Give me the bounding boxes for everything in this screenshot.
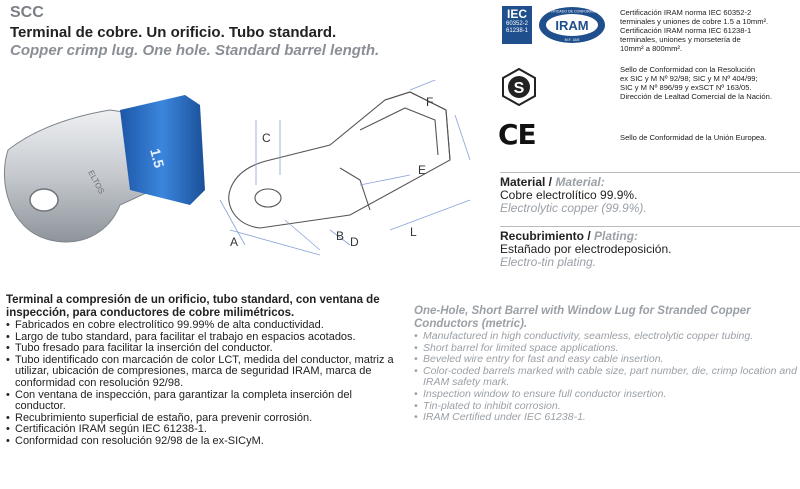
material-heading	[500, 175, 800, 189]
iec-badge	[502, 6, 532, 44]
list-item: • Tubo fresado para facilitar la inserción del conductor.	[6, 343, 398, 355]
description-es	[6, 294, 398, 448]
ce-text: Sello de Conformidad de la Unión Europea.	[620, 133, 767, 142]
list-item: • IRAM Certified under IEC 61238-1.	[414, 412, 800, 424]
conformity-line: ex SIC y M Nº 92/98; SIC y M Nº 404/99;	[620, 74, 758, 83]
dim-label-c: C	[262, 131, 271, 145]
list-item: • Con ventana de inspección, para garantizar la completa inserción del conductor.	[6, 390, 398, 413]
list-item: • Inspection window to ensure full conductor insertion.	[414, 389, 800, 401]
material-value-en: Electrolytic copper (99.9%).	[500, 201, 647, 215]
iram-arc-text: CERTIFICADO DE CONFORMIDAD	[542, 9, 602, 14]
list-item: • Beveled wire entry for fast and easy cable insertion.	[414, 354, 800, 366]
stamp-text: ELTOS	[86, 168, 107, 196]
product-title-es: Terminal de cobre. Un orificio. Tubo standard.	[10, 24, 337, 41]
s-mark-letter: S	[513, 80, 525, 97]
description-en	[414, 305, 800, 424]
dim-label-b: B	[336, 229, 345, 243]
list-item: • Largo de tubo standard, para facilitar el trabajo en espacios acotados.	[6, 332, 398, 344]
dim-label-a: A	[230, 235, 239, 249]
conformity-line: Sello de Conformidad con la Resolución	[620, 65, 756, 74]
list-item: • Tin-plated to inhibit corrosion.	[414, 401, 800, 413]
divider	[500, 172, 800, 173]
list-item: • Manufactured in high conductivity, seamless, electrolytic copper tubing.	[414, 331, 800, 343]
iram-seal	[538, 6, 606, 44]
conformity-line: SIC y M Nº 896/99 y exSCT Nº 163/05.	[620, 83, 752, 92]
dim-label-e: E	[418, 163, 427, 177]
iec-line-1: 60352-2	[505, 21, 529, 27]
description-es-list	[6, 320, 398, 448]
product-code: SCC	[10, 4, 44, 21]
conformity-line: Dirección de Lealtad Comercial de la Nación.	[620, 92, 772, 101]
list-item: • Tubo identificado con marcación de color LCT, medida del conductor, matriz a utilizar, ubicación de compresiones, marca de seguridad IRAM, marca de conformidad con resolución 92/98.	[6, 355, 398, 390]
list-item: • Certificación IRAM según IEC 61238-1.	[6, 424, 398, 436]
product-title-en: Copper crimp lug. One hole. Standard barrel length.	[10, 42, 380, 59]
iec-line-2: 61238-1	[505, 28, 529, 34]
iram-text-line: terminales y uniones de cobre 1.5 a 10mm².	[620, 17, 769, 26]
description-en-lead: One-Hole, Short Barrel with Window Lug for Stranded Copper Conductors (metric).	[414, 305, 751, 330]
iram-bottom-text: M.F. 15/5	[564, 38, 580, 42]
iram-text-line: terminales, uniones y morsetería de	[620, 35, 741, 44]
plating-label-en: Plating:	[594, 229, 639, 243]
material-label-en: Material:	[555, 175, 605, 189]
product-photo	[0, 80, 205, 270]
iram-text-line: 10mm² a 800mm².	[620, 44, 683, 53]
iram-label: IRAM	[555, 18, 589, 33]
iec-label: IEC	[506, 7, 527, 21]
divider	[500, 226, 800, 227]
ce-mark: CE	[498, 118, 536, 151]
plating-spec	[500, 226, 800, 269]
iram-cert-text	[620, 8, 768, 53]
plating-value-en: Electro-tin plating.	[500, 255, 597, 269]
s-mark-icon	[502, 68, 536, 106]
material-label-es: Material /	[500, 175, 553, 189]
plating-heading	[500, 229, 800, 243]
dim-label-d: D	[350, 235, 359, 249]
conformity-text	[620, 65, 772, 101]
description-en-list	[414, 331, 800, 424]
list-item: • Short barrel for limited space applications.	[414, 343, 800, 355]
dim-label-f: F	[426, 95, 434, 109]
material-spec	[500, 172, 800, 215]
description-es-lead: Terminal a compresión de un orificio, tubo standard, con ventana de inspección, para conductores de cobre milimétricos.	[6, 294, 380, 319]
plating-value-es: Estañado por electrodeposición.	[500, 242, 672, 256]
iram-text-line: Certificación IRAM norma IEC 61238-1	[620, 26, 752, 35]
list-item: • Color-coded barrels marked with cable size, part number, die, crimp location and IRAM safety mark.	[414, 366, 800, 389]
list-item: • Fabricados en cobre electrolítico 99.99% de alta conductividad.	[6, 320, 398, 332]
iram-text-line: Certificación IRAM norma IEC 60352-2	[620, 8, 752, 17]
dim-label-l: L	[410, 225, 417, 239]
dimension-drawing	[210, 80, 495, 260]
list-item: • Recubrimiento superficial de estaño, para prevenir corrosión.	[6, 413, 398, 425]
barrel-marking: 1.5	[147, 146, 168, 170]
list-item: • Conformidad con resolución 92/98 de la ex-SICyM.	[6, 436, 398, 448]
plating-label-es: Recubrimiento /	[500, 229, 591, 243]
material-value-es: Cobre electrolítico 99.9%.	[500, 188, 638, 202]
